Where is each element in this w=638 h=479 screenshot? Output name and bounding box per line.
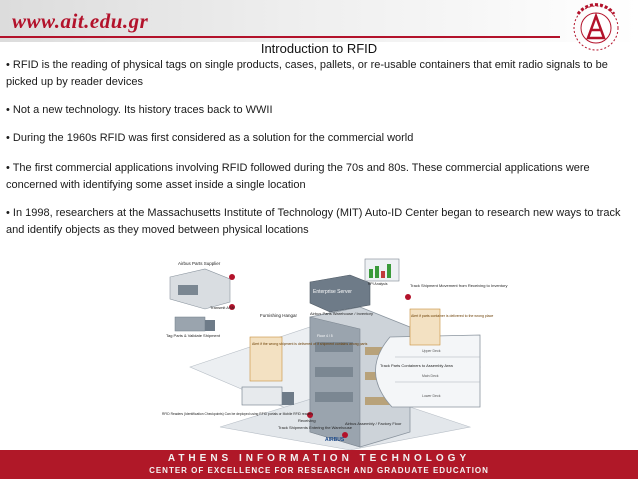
site-url[interactable]: www.ait.edu.gr: [12, 9, 149, 33]
page-title: Introduction to RFID: [260, 41, 378, 56]
label-furnishing: Furnishing Hangar: [260, 313, 298, 318]
label-assembly: Airbus Assembly / Factory Floor: [345, 421, 402, 426]
footer-institution: ATHENS INFORMATION TECHNOLOGY: [167, 453, 471, 464]
label-brand: AIRBUS: [325, 437, 345, 443]
bullet-rfid-definition: • RFID is the reading of physical tags on single products, cases, pallets, or re-usable containers that emit radio signals to be picked up by reader devices: [6, 59, 608, 88]
label-lower-deck: Lower Deck: [422, 394, 441, 398]
label-supplier: Airbus Parts Supplier: [178, 261, 221, 266]
label-enterprise: Enterprise Server: [313, 289, 352, 295]
bullet-1960s: • During the 1960s RFID was first considered as a solution for the commercial world: [6, 132, 414, 144]
label-legend: RFID Readers (Identification Checkpoints) Can be deployed using RFID portals or Mobile RFID readers: [162, 412, 313, 416]
label-receiving: Receiving: [298, 418, 316, 423]
label-track-shipment: Track Shipment Movement from Receiving to Inventory: [410, 283, 508, 288]
label-track-containers: Track Parts Containers to Assembly Area: [380, 363, 453, 368]
footer-tagline: CENTER OF EXCELLENCE FOR RESEARCH AND GRADUATE EDUCATION: [149, 466, 489, 475]
label-alert-wrong: Alert if the wrong shipment is delivered or if shipment contains wrong parts: [252, 342, 368, 346]
label-main-deck: Main Deck: [422, 374, 439, 378]
label-kpi: KPI Analysis: [368, 282, 388, 286]
label-track-entering: Track Shipments Entering the Warehouse: [278, 425, 352, 430]
header-divider: [0, 36, 560, 38]
header-bar: [0, 0, 638, 42]
rfid-airbus-diagram: [160, 257, 508, 450]
bullet-history: • Not a new technology. Its history traces back to WWII: [6, 104, 273, 116]
bullet-70s-80s: • The first commercial applications involving RFID followed during the 70s and 80s. These commercial applications were concerned with identifying some asset inside a single location: [6, 162, 590, 191]
label-floor: Floor 4 / 5: [317, 334, 333, 338]
label-warehouse: Airbus Parts Warehouse / Inventory: [310, 311, 373, 316]
label-upper-deck: Upper Deck: [422, 349, 441, 353]
label-tag-parts: Tag Parts & Validate Shipment: [166, 333, 220, 338]
footer-banner: [0, 450, 638, 479]
label-alert-parts: Alert if parts container is delivered to the wrong place: [411, 314, 494, 318]
label-transmit: Transmit ASN: [210, 305, 235, 310]
bullet-1998-mit: • In 1998, researchers at the Massachusetts Institute of Technology (MIT) Auto-ID Center began to research new ways to track and identify objects as they moved between physical locations: [6, 207, 621, 236]
